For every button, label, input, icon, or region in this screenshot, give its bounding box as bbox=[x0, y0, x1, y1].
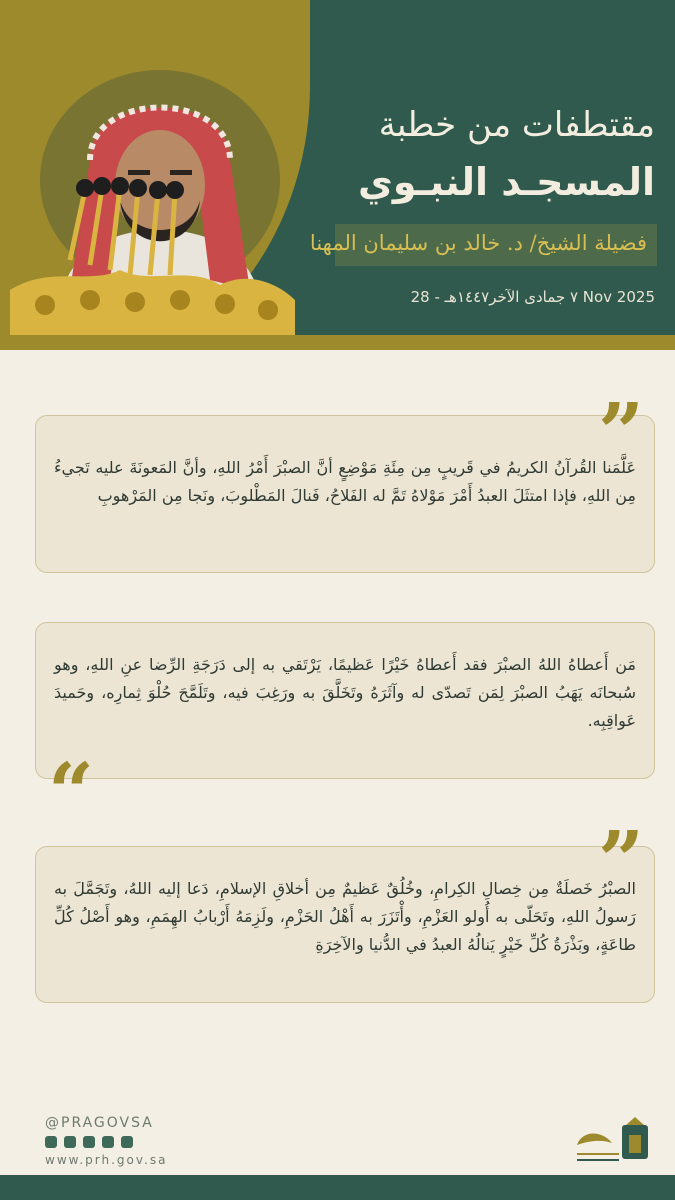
footer-band bbox=[0, 1175, 675, 1200]
quote-text-3: الصبْرُ خَصلَةٌ مِن خِصالِ الكِرامِ، وخُلُقٌ عَظيمٌ مِن أخلاقِ الإسلامِ، دَعا إليه اللهُ، وتَجَمَّلَ به رَسولُ اللهِ، وتَحَلّى به أُولو العَزْمِ، وأْتَزَرَ به أَهْلُ الحَزْمِ، ولَزِمَهُ أَرْبابُ الهِمَمِ، وهو أَصْلُ كُلِّ طاعَةٍ، وبَذْرَةُ كُلِّ خَيْرٍ يَنالُهُ العبدُ في الدُّنيا والآخِرَةِ bbox=[54, 879, 636, 954]
title-line-1: مقتطفات من خطبة bbox=[378, 105, 655, 145]
x-icon[interactable] bbox=[64, 1136, 76, 1148]
website-link[interactable]: www.prh.gov.sa bbox=[45, 1153, 168, 1167]
sermon-date: ٧ جمادى الآخر١٤٤٧هـ - 28 Nov 2025 bbox=[410, 288, 655, 306]
header-banner bbox=[0, 0, 675, 350]
quote-text-2: مَن أَعطاهُ اللهُ الصبْرَ فقد أَعطاهُ خَيْرًا عَظيمًا، يَرْتَقي به إلى دَرَجَةِ الرِّضا عنِ اللهِ، وهو سُبحانَه يَهَبُ الصبْرَ لِمَن تَصدّى له وآثَرَهُ وتَخَلَّقَ به ورَغِبَ فيه، وتَلَمَّحَ حُلْوَ ثِمارِه، وحَميدَ عَواقِبِه. bbox=[54, 655, 636, 730]
tiktok-icon[interactable] bbox=[102, 1136, 114, 1148]
quote-card-1 bbox=[35, 415, 655, 573]
social-handle[interactable]: @PRAGOVSA bbox=[45, 1115, 154, 1131]
sheikh-name-box bbox=[309, 224, 657, 266]
authority-logo-icon bbox=[572, 1115, 652, 1170]
header-gold-band bbox=[0, 335, 675, 350]
quote-card-3 bbox=[35, 846, 655, 1003]
title-line-2: المسجـد النبـوي bbox=[358, 160, 655, 204]
snapchat-icon[interactable] bbox=[45, 1136, 57, 1148]
quote-card-2 bbox=[35, 622, 655, 779]
social-icons bbox=[45, 1136, 133, 1148]
quote-mark-open-3-icon: ” bbox=[598, 813, 645, 907]
sheikh-portrait bbox=[10, 70, 295, 335]
quote-mark-close-2-icon: “ bbox=[48, 745, 95, 839]
instagram-icon[interactable] bbox=[83, 1136, 95, 1148]
quote-text-1: عَلَّمَنا القُرآنُ الكريمُ في قَريبٍ مِن مِئَةِ مَوْضِعٍ أنَّ الصبْرَ أَمْرُ اللهِ، وأنَّ المَعونَةَ عليه تَجيءُ مِن اللهِ، فإذا امتثَلَ العبدُ أَمْرَ مَوْلاهُ تَمَّ له الفَلاحُ، فَنالَ المَطْلوبَ، ونَجا مِن المَرْهوبِ bbox=[54, 458, 636, 505]
youtube-icon[interactable] bbox=[121, 1136, 133, 1148]
sheikh-name: فضيلة الشيخ/ د. خالد بن سليمان المهنا bbox=[309, 231, 647, 255]
quote-mark-open-1-icon: ” bbox=[598, 385, 645, 479]
